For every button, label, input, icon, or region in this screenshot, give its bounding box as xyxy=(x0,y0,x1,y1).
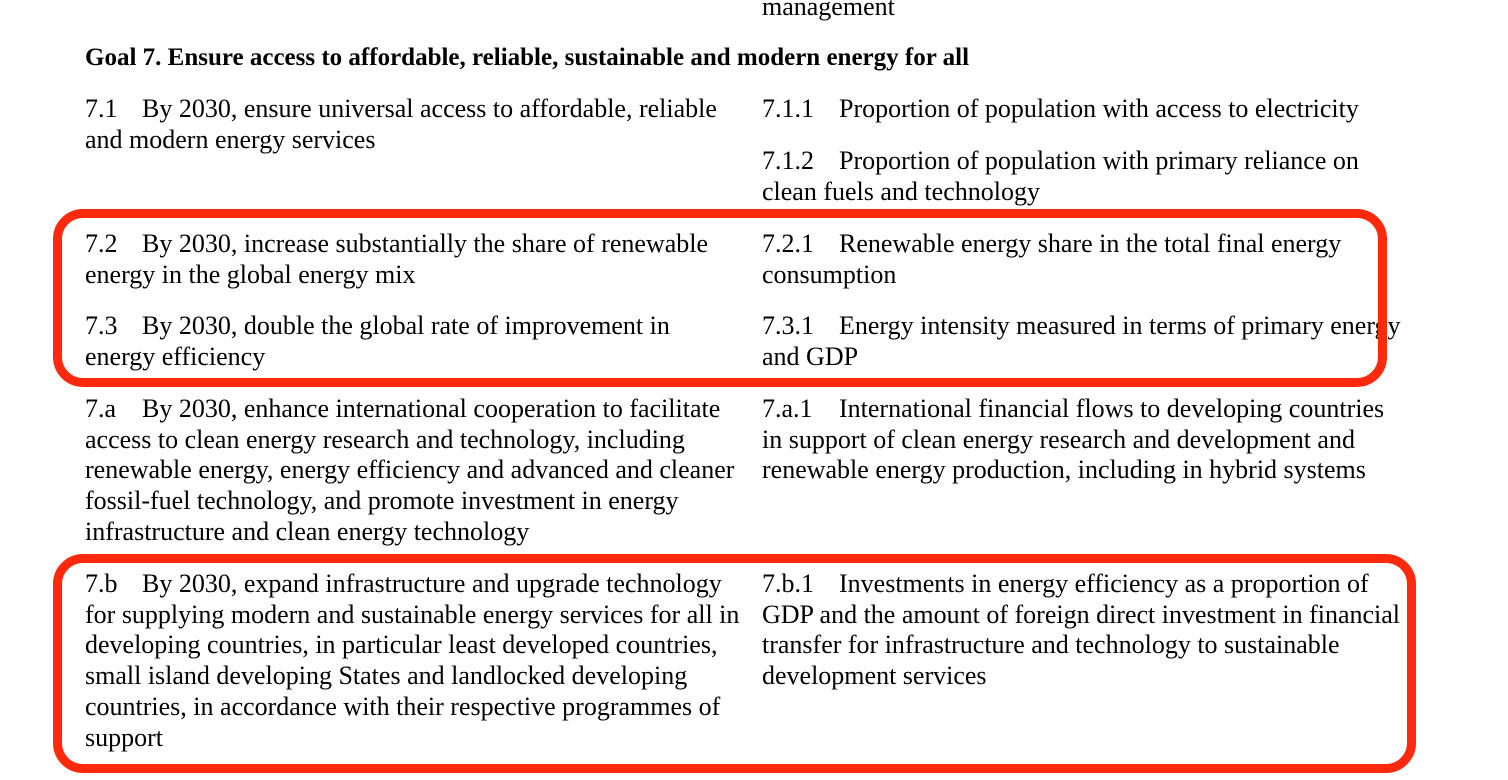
target-number: 7.2 xyxy=(85,229,118,258)
indicator-text: Energy intensity measured in terms of primary energy and GDP xyxy=(762,311,1401,371)
target-number: 7.1 xyxy=(85,94,118,123)
indicator-text: Proportion of population with primary reliance on clean fuels and technology xyxy=(762,146,1359,206)
target-number: 7.a xyxy=(85,394,117,423)
target-text: By 2030, expand infrastructure and upgrade technology for supplying modern and sustainable energy services for all in developing countries, in particular least developed countries, small island developing States and landlocked developing countries, in accordance with their respective programmes of support xyxy=(85,569,740,752)
indicator-7-1-1 xyxy=(762,94,1402,125)
indicator-text: Investments in energy efficiency as a proportion of GDP and the amount of foreign direct investment in financial transfer for infrastructure and technology to sustainable development services xyxy=(762,569,1401,691)
target-7-a xyxy=(85,394,745,548)
target-number: 7.3 xyxy=(85,311,118,340)
target-text: By 2030, ensure universal access to affordable, reliable and modern energy services xyxy=(85,94,717,154)
previous-page-fragment: management xyxy=(762,0,895,21)
indicator-text: Renewable energy share in the total final energy consumption xyxy=(762,229,1342,289)
indicator-text: Proportion of population with access to electricity xyxy=(839,94,1359,123)
indicator-7-a-1 xyxy=(762,394,1402,486)
indicator-number: 7.3.1 xyxy=(762,311,814,340)
goal-heading: Goal 7. Ensure access to affordable, reliable, sustainable and modern energy for all xyxy=(85,44,970,71)
indicator-number: 7.b.1 xyxy=(762,569,814,598)
indicator-text: International financial flows to developing countries in support of clean energy research and development and renewable energy production, including in hybrid systems xyxy=(762,394,1385,485)
indicator-number: 7.1.2 xyxy=(762,146,814,175)
highlight-box-target-7-b xyxy=(53,554,1416,773)
target-text: By 2030, increase substantially the share of renewable energy in the global energy mix xyxy=(85,229,709,289)
target-7-1 xyxy=(85,94,745,155)
target-text: By 2030, enhance international cooperation to facilitate access to clean energy research and technology, including renewable energy, energy efficiency and advanced and cleaner fossil-fuel technology, and promote investment in energy infrastructure and clean energy technology xyxy=(85,394,735,546)
target-text: By 2030, double the global rate of improvement in energy efficiency xyxy=(85,311,670,371)
indicator-7-1-2 xyxy=(762,146,1402,207)
indicator-number: 7.1.1 xyxy=(762,94,814,123)
highlight-box-targets-7-2-7-3 xyxy=(53,209,1387,387)
indicator-number: 7.2.1 xyxy=(762,229,814,258)
indicator-number: 7.a.1 xyxy=(762,394,813,423)
target-number: 7.b xyxy=(85,569,118,598)
